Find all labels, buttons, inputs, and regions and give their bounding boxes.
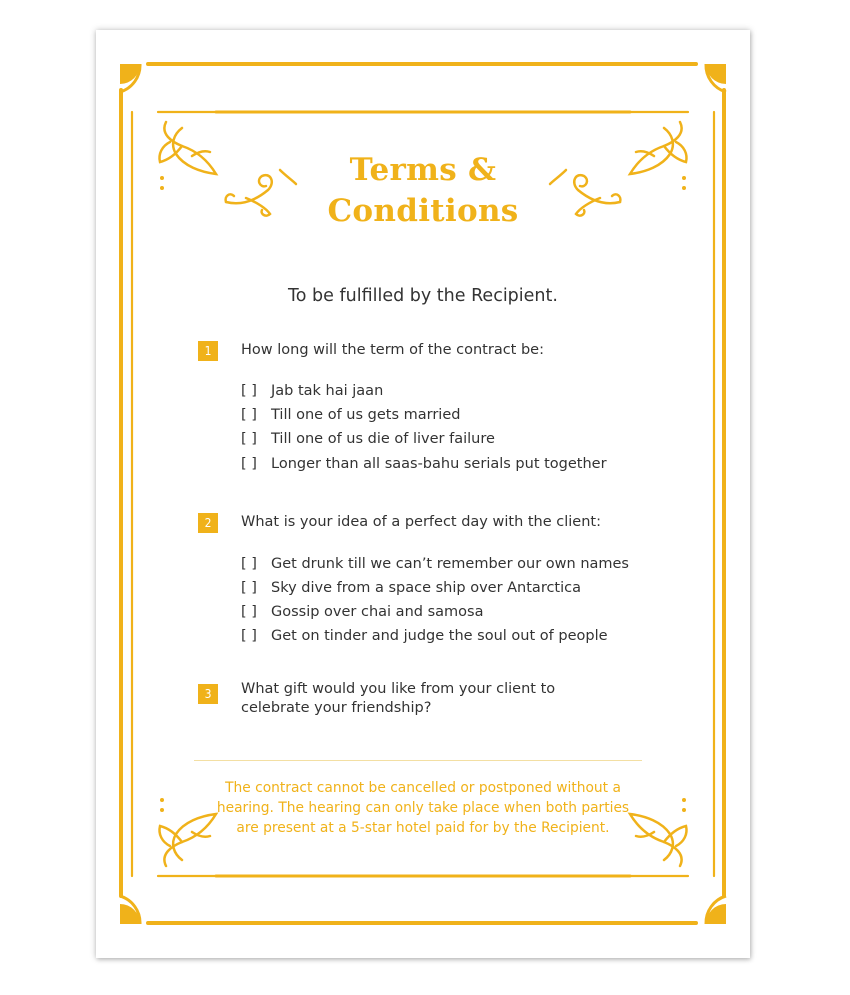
checkbox[interactable]: [ ]	[241, 580, 257, 596]
checkbox[interactable]: [ ]	[241, 556, 257, 572]
checkbox[interactable]: [ ]	[241, 628, 257, 644]
question-text: What is your idea of a perfect day with the client:	[241, 514, 601, 530]
question-number-badge: 3	[198, 684, 218, 704]
option-item[interactable]	[241, 580, 581, 596]
option-item[interactable]	[241, 407, 460, 423]
checkbox[interactable]: [ ]	[241, 604, 257, 620]
option-item[interactable]	[241, 383, 383, 399]
question-text: What gift would you like from your client to celebrate your friendship?	[241, 681, 556, 716]
option-item[interactable]	[241, 456, 607, 472]
option-label: Longer than all saas-bahu serials put together	[271, 456, 607, 472]
divider	[194, 760, 642, 761]
checkbox[interactable]: [ ]	[241, 407, 257, 423]
option-label: Till one of us die of liver failure	[271, 431, 495, 447]
footer-clause: The contract cannot be cancelled or postponed without a hearing. The hearing can only take place when both parties are present at a 5-star hotel paid for by the Recipient.	[216, 780, 630, 836]
subtitle: To be fulfilled by the Recipient.	[288, 286, 558, 306]
question-number-badge: 2	[198, 513, 218, 533]
option-label: Sky dive from a space ship over Antarctica	[271, 580, 582, 596]
title-line-1: Terms &	[349, 152, 497, 188]
contract-card	[96, 30, 750, 958]
checkbox[interactable]: [ ]	[241, 383, 257, 399]
option-item[interactable]	[241, 628, 608, 644]
option-item[interactable]	[241, 604, 483, 620]
checkbox[interactable]: [ ]	[241, 431, 257, 447]
option-label: Jab tak hai jaan	[271, 383, 384, 399]
option-item[interactable]	[241, 431, 495, 447]
checkbox[interactable]: [ ]	[241, 456, 257, 472]
question-number-badge: 1	[198, 341, 218, 361]
option-label: Get drunk till we can’t remember our own names	[271, 556, 629, 572]
option-label: Get on tinder and judge the soul out of people	[271, 628, 608, 644]
option-item[interactable]	[241, 556, 629, 572]
option-label: Till one of us gets married	[271, 407, 461, 423]
question-text: How long will the term of the contract be:	[241, 342, 544, 358]
title-line-2: Conditions	[327, 193, 519, 229]
option-label: Gossip over chai and samosa	[271, 604, 484, 620]
